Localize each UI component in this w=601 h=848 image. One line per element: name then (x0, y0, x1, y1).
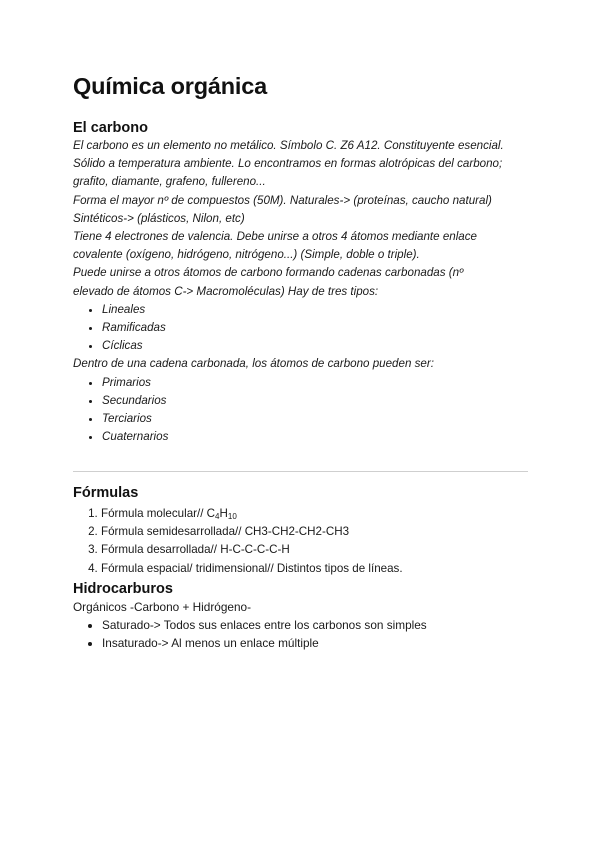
paragraph-line: El carbono es un elemento no metálico. Símbolo C. Z6 A12. Constituyente esencial. (73, 139, 504, 152)
formulas-list (73, 505, 533, 578)
section-divider (73, 471, 528, 472)
section-hidrocarburos (73, 580, 533, 653)
list-item: • Secundarios (102, 392, 533, 410)
paragraph-line: elevado de átomos C-> Macromoléculas) Hay de tres tipos: (73, 284, 379, 298)
formula-text: H (219, 507, 228, 520)
section-heading-carbono: El carbono (73, 120, 148, 136)
paragraph-line: Sintéticos-> (plásticos, Nilon, etc) (73, 211, 245, 225)
hidrocarburos-list (73, 616, 533, 652)
list-item: • Insaturado-> Al menos un enlace múltiple (102, 634, 533, 652)
list-item: • Primarios (102, 374, 533, 392)
section-heading-formulas: Fórmulas (73, 485, 139, 501)
paragraph-line: Forma el mayor nº de compuestos (50M). Naturales-> (proteínas, caucho natural) (73, 193, 492, 207)
list-item: • Terciarios (102, 410, 533, 428)
list-item: 4. Fórmula espacial/ tridimensional// Distintos tipos de líneas. (101, 560, 533, 578)
paragraph-line: Dentro de una cadena carbonada, los átomos de carbono pueden ser: (73, 357, 434, 371)
formula-subscript: 4 (215, 512, 220, 521)
formula-text: Fórmula molecular// C (101, 507, 216, 520)
page-title: Química orgánica (73, 73, 268, 99)
paragraph-line: Orgánicos -Carbono + Hidrógeno- (73, 600, 252, 614)
list-item: • Saturado-> Todos sus enlaces entre los carbonos son simples (102, 616, 533, 634)
section-formulas (73, 484, 533, 578)
atom-types-list (73, 374, 533, 447)
list-item-molecular (101, 505, 533, 523)
formula-subscript: 10 (227, 512, 237, 521)
list-item: 2. Fórmula semidesarrollada// CH3-CH2-CH2-CH3 (101, 523, 533, 541)
list-item: • Lineales (102, 301, 533, 319)
section-el-carbono (73, 119, 533, 446)
list-item: 3. Fórmula desarrollada// H-C-C-C-C-H (101, 541, 533, 559)
paragraph-line: grafito, diamante, grafeno, fullereno... (73, 175, 266, 189)
paragraph-line: covalente (oxígeno, hidrógeno, nitrógeno...) (Simple, doble o triple). (73, 248, 420, 262)
list-item: • Ramificadas (102, 319, 533, 337)
paragraph-line: Puede unirse a otros átomos de carbono formando cadenas carbonadas (nº (73, 266, 464, 280)
section-heading-hidrocarburos: Hidrocarburos (73, 581, 173, 597)
paragraph-line: Tiene 4 electrones de valencia. Debe unirse a otros 4 átomos mediante enlace (73, 230, 477, 244)
chain-types-list (73, 301, 533, 356)
paragraph-line: Sólido a temperatura ambiente. Lo encontramos en formas alotrópicas del carbono; (73, 157, 503, 171)
list-item: • Cuaternarios (102, 428, 533, 446)
list-item: • Cíclicas (102, 337, 533, 355)
